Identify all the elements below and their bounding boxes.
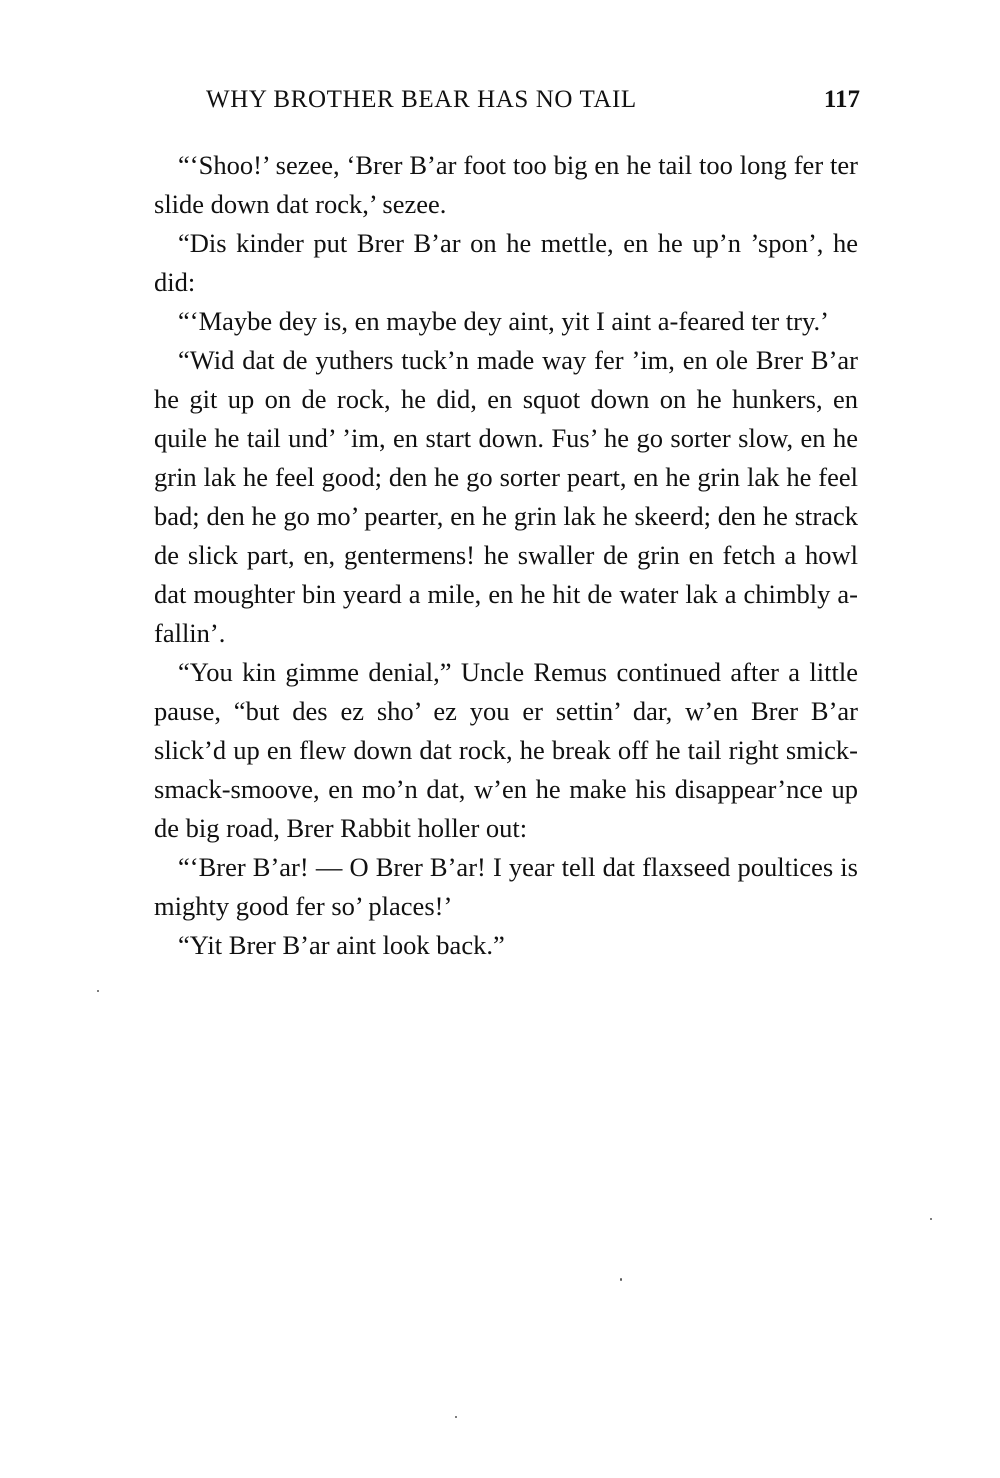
running-head <box>206 86 860 126</box>
paragraph-5: “You kin gimme denial,” Uncle Remus continued after a little pause, “but des ez sho’ ez you er settin’ dar, w’en Brer B’ar slick’d up en flew down dat rock, he break off he tail right smick-smack-smoove, en mo’n dat, w’en he make his disappear’nce up de big road, Brer Rabbit holler out: <box>154 657 858 843</box>
paragraph-3: “‘Maybe dey is, en maybe dey aint, yit I aint a-feared ter try.’ <box>178 306 829 336</box>
page-number: 117 <box>823 86 860 113</box>
chapter-title: WHY BROTHER BEAR HAS NO TAIL <box>206 86 637 113</box>
paragraph-2: “Dis kinder put Brer B’ar on he mettle, en he up’n ’spon’, he did: <box>154 228 858 297</box>
paragraph-7: “Yit Brer B’ar aint look back.” <box>178 930 505 960</box>
paragraph-6: “‘Brer B’ar! — O Brer B’ar! I year tell dat flaxseed poultices is mighty good fer so’ places!’ <box>154 852 858 921</box>
body-text <box>154 146 858 965</box>
scan-speck <box>455 1416 457 1418</box>
paragraph-1: “‘Shoo!’ sezee, ‘Brer B’ar foot too big en he tail too long fer ter slide down dat rock,’ sezee. <box>154 150 858 219</box>
scan-speck <box>930 1218 932 1220</box>
scan-speck <box>97 990 99 992</box>
scan-speck <box>620 1278 622 1281</box>
paragraph-4: “Wid dat de yuthers tuck’n made way fer ’im, en ole Brer B’ar he git up on de rock, he did, en squot down on he hunkers, en quile he tail und’ ’im, en start down. Fus’ he go sorter slow, en he grin lak he feel good; den he go sorter peart, en he grin lak he feel bad; den he go mo’ pearter, en he grin lak he skeerd; den he strack de slick part, en, gentermens! he swaller de grin en fetch a howl dat moughter bin yeard a mile, en he hit de water lak a chimbly a-fallin’. <box>154 345 858 648</box>
